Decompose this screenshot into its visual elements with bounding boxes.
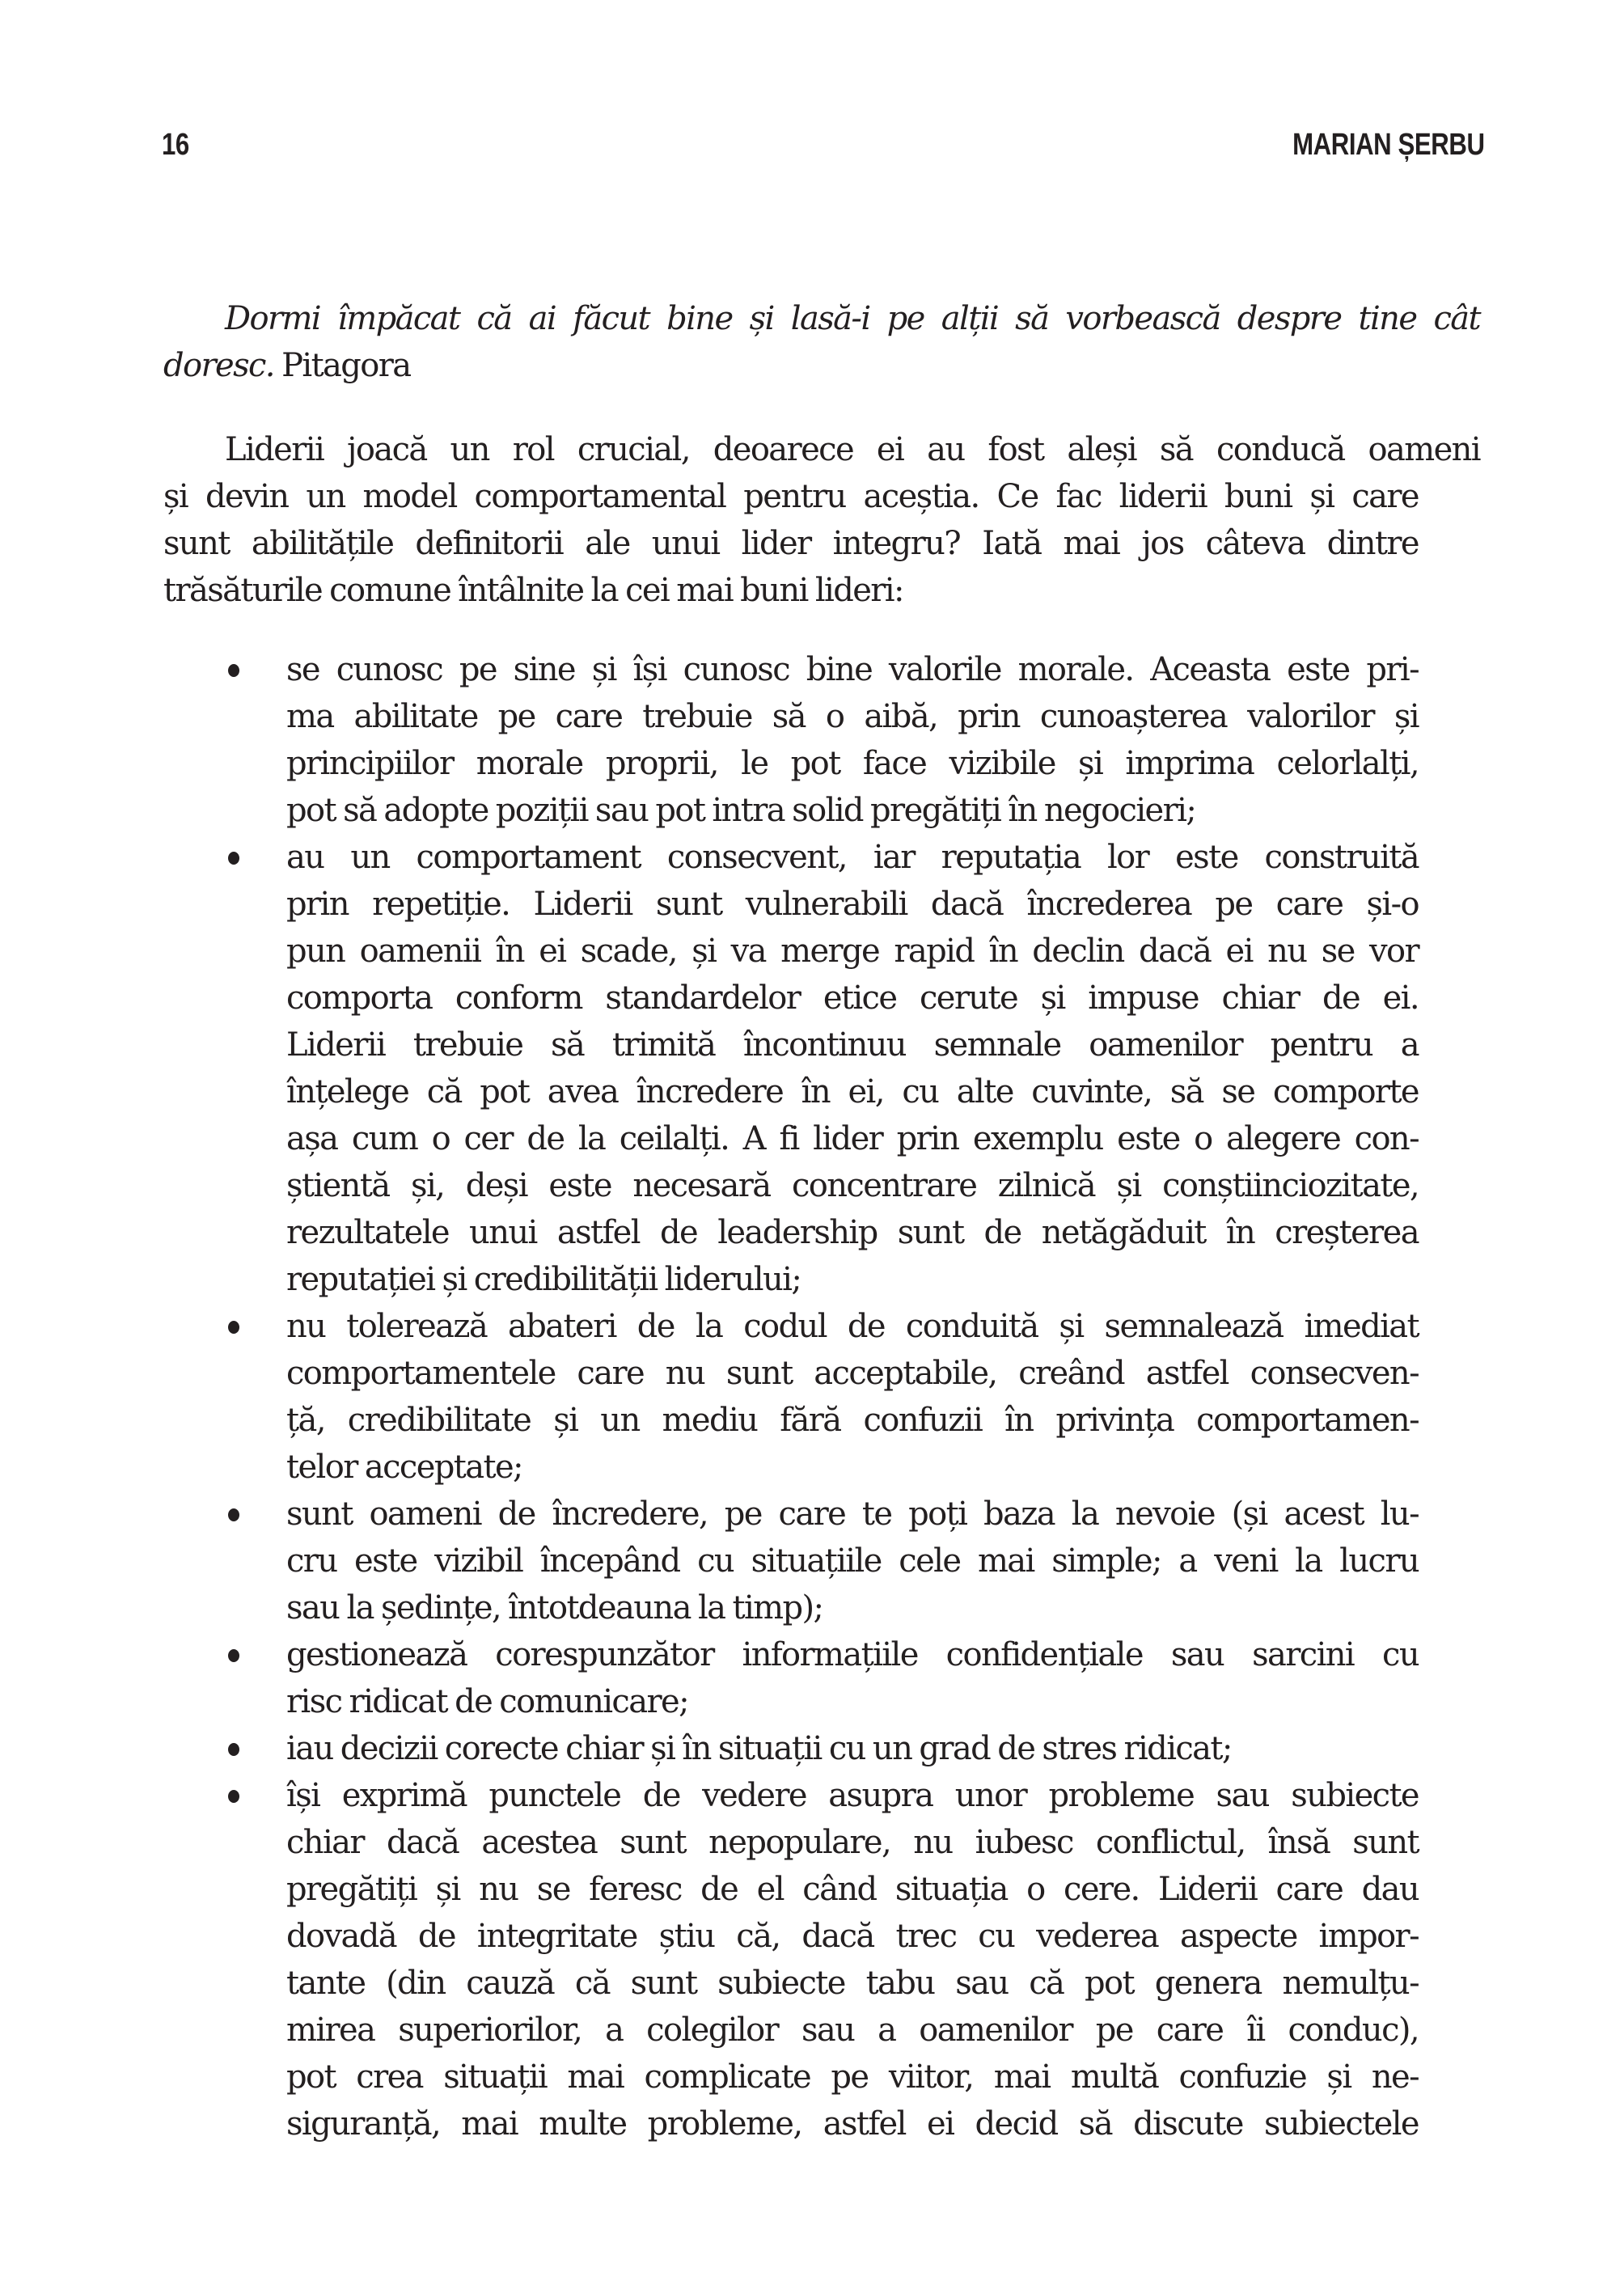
running-head-author: MARIAN ȘERBU	[1292, 128, 1485, 162]
list-item-line: știentă și, deși este necesară concentrare zilnică și conștiinciozitate,	[286, 1167, 1419, 1204]
list-item-line: pot crea situații mai complicate pe viitor, mai multă confuzie și ne-	[286, 2058, 1419, 2096]
list-item	[163, 1491, 1419, 1631]
list-item-line: dovadă de integritate știu că, dacă trec cu vederea aspecte impor-	[286, 1918, 1419, 1955]
list-item-line: Liderii trebuie să trimită încontinuu semnale oamenilor pentru a	[286, 1026, 1419, 1064]
list-item-line: cru este vizibil începând cu situațiile cele mai simple; a veni la lucru	[286, 1542, 1419, 1580]
list-item-line: prin repetiție. Liderii sunt vulnerabili dacă încrederea pe care și-o	[286, 886, 1419, 923]
epigraph-quote-end: doresc.	[163, 347, 274, 384]
list-item-line: nu tolerează abateri de la codul de conduită și semnalează imediat	[286, 1308, 1419, 1345]
list-item-line: comportamentele care nu sunt acceptabile, creând astfel consecven-	[286, 1355, 1419, 1392]
list-item-line: mirea superiorilor, a colegilor sau a oamenilor pe care îi conduc),	[286, 2012, 1419, 2049]
list-item-line: pot să adopte poziții sau pot intra solid pregătiți în negocieri;	[286, 792, 1196, 829]
epigraph-last-line	[163, 342, 1419, 389]
paragraph-line: sunt abilitățile definitorii ale unui lider integru? Iată mai jos câteva dintre	[163, 525, 1419, 562]
list-item	[163, 1631, 1419, 1725]
paragraph-line: și devin un model comportamental pentru aceștia. Ce fac liderii buni și care	[163, 478, 1419, 515]
list-item-line: gestionează corespunzător informațiile confidențiale sau sarcini cu	[286, 1636, 1419, 1673]
list-item-line: așa cum o cer de la ceilalți. A fi lider prin exemplu este o alegere con-	[286, 1120, 1419, 1157]
paragraph-gap	[163, 389, 1419, 426]
traits-bullet-list	[163, 646, 1419, 2147]
epigraph	[163, 295, 1480, 389]
list-item	[163, 1772, 1419, 2147]
list-item	[163, 646, 1419, 834]
paragraph-line: trăsăturile comune întâlnite la cei mai buni lideri:	[163, 572, 903, 609]
list-item-line: telor acceptate;	[286, 1449, 522, 1486]
body-text	[163, 295, 1480, 2180]
list-item-line: pregătiți și nu se feresc de el când situația o cere. Liderii care dau	[286, 1871, 1419, 1908]
bullet-icon	[228, 1790, 239, 1803]
epigraph-line: Dormi împăcat că ai făcut bine și lasă-i pe alții să vorbească despre tine cât	[225, 300, 1480, 337]
list-item-line: comporta conform standardelor etice cerute și impuse chiar de ei.	[286, 979, 1419, 1017]
list-item-line: iau decizii corecte chiar și în situații cu un grad de stres ridicat;	[286, 1730, 1232, 1767]
list-item-line: risc ridicat de comunicare;	[286, 1683, 688, 1720]
bullet-icon	[228, 664, 239, 677]
list-item-line: chiar dacă acestea sunt nepopulare, nu iubesc conflictul, însă sunt	[286, 1824, 1419, 1861]
list-item-line: principiilor morale proprii, le pot face vizibile și imprima celorlalți,	[286, 745, 1419, 782]
list-item-line: ță, credibilitate și un mediu fără confuzii în privința comportamen-	[286, 1402, 1419, 1439]
list-item	[163, 1725, 1419, 1772]
bullet-icon	[228, 1649, 239, 1662]
list-item-line: sunt oameni de încredere, pe care te poți baza la nevoie (și acest lu-	[286, 1496, 1419, 1533]
list-item-line: reputației și credibilității liderului;	[286, 1261, 801, 1298]
list-item-line: își exprimă punctele de vedere asupra unor probleme sau subiecte	[286, 1777, 1419, 1814]
bullet-icon	[228, 1321, 239, 1334]
page-number: 16	[162, 128, 189, 162]
list-item	[163, 834, 1419, 1303]
bullet-icon	[228, 1743, 239, 1756]
list-item-line: înțelege că pot avea încredere în ei, cu alte cuvinte, să se comporte	[286, 1073, 1419, 1111]
list-item-line: au un comportament consecvent, iar reputația lor este construită	[286, 839, 1419, 876]
list-item-line: sau la ședințe, întotdeauna la timp);	[286, 1589, 823, 1627]
list-item-line: pun oamenii în ei scade, și va merge rapid în declin dacă ei nu se vor	[286, 933, 1419, 970]
list-item-line: rezultatele unui astfel de leadership sunt de netăgăduit în creșterea	[286, 1214, 1419, 1251]
bullet-icon	[228, 1508, 239, 1521]
list-item-line: tante (din cauză că sunt subiecte tabu sau că pot genera nemulțu-	[286, 1965, 1419, 2002]
list-item-line: se cunosc pe sine și își cunosc bine valorile morale. Aceasta este pri-	[286, 651, 1419, 688]
running-header	[162, 128, 1485, 168]
epigraph-author: Pitagora	[281, 347, 411, 384]
list-item-line: ma abilitate pe care trebuie să o aibă, prin cunoașterea valorilor și	[286, 698, 1419, 735]
list-item	[163, 1303, 1419, 1491]
paragraph-line: Liderii joacă un rol crucial, deoarece ei au fost aleși să conducă oameni	[225, 431, 1480, 468]
intro-paragraph	[163, 426, 1480, 614]
list-item-line: siguranță, mai multe probleme, astfel ei decid să discute subiectele	[286, 2105, 1419, 2143]
bullet-icon	[228, 852, 239, 865]
